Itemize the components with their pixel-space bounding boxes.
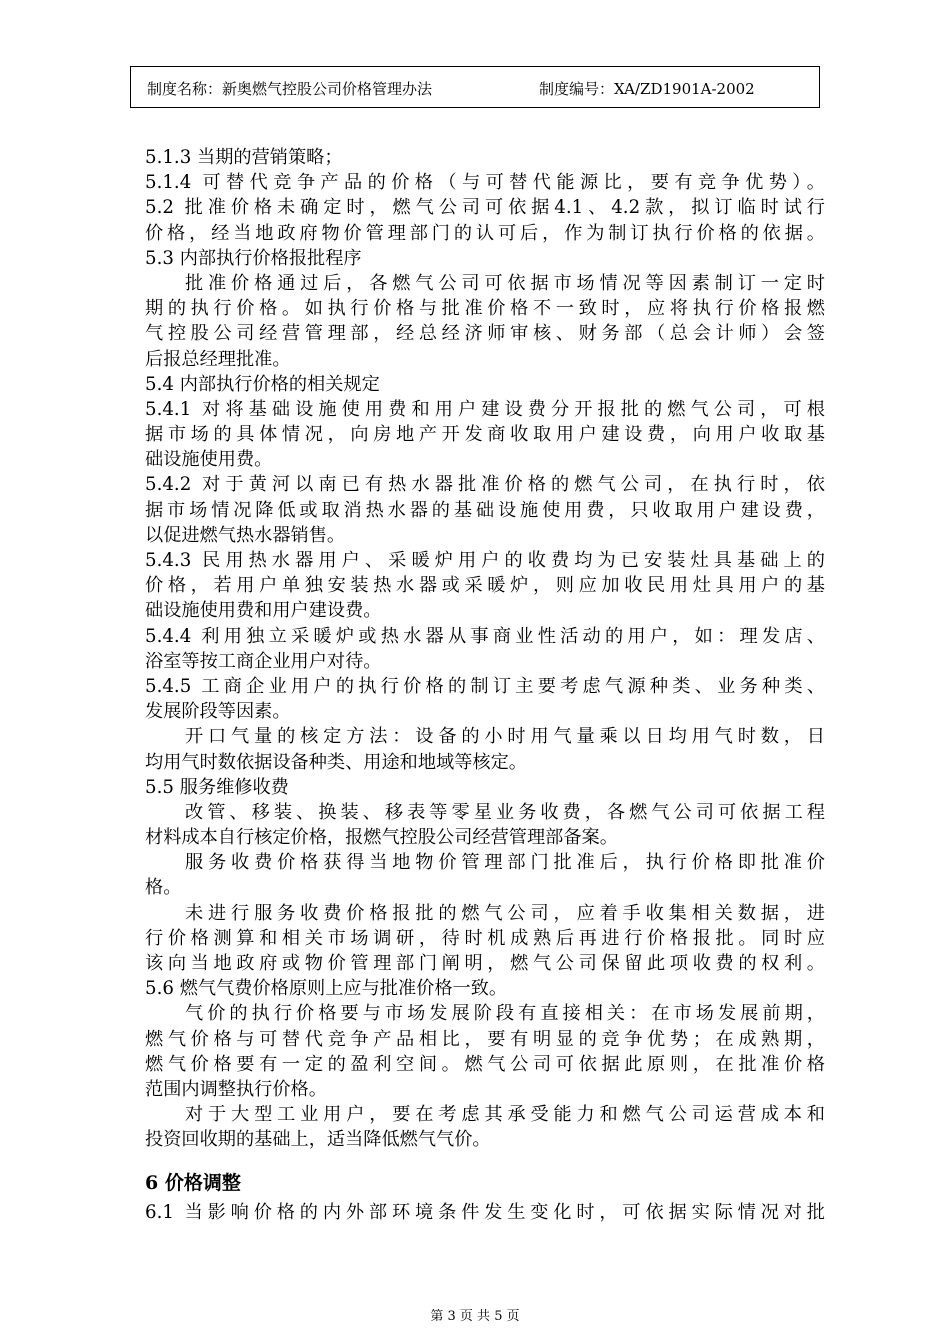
text-line: 据市场情况降低或取消热水器的基础设施使用费，只收取用户建设费，: [145, 499, 825, 521]
text-line: 格。: [145, 877, 182, 899]
text-line: 未进行服务收费价格报批的燃气公司，应着手收集相关数据，进: [185, 902, 825, 924]
text-line: 5.4 内部执行价格的相关规定: [145, 373, 380, 395]
text-line: 5.4.5 工商企业用户的执行价格的制订主要考虑气源种类、业务种类、: [145, 675, 825, 697]
text-line: 期的执行价格。如执行价格与批准价格不一致时，应将执行价格报燃: [145, 298, 825, 320]
text-line: 发展阶段等因素。: [145, 701, 291, 723]
text-line: 开口气量的核定方法：设备的小时用气量乘以日均用气时数，日: [185, 726, 825, 748]
text-line: 范围内调整执行价格。: [145, 1078, 327, 1100]
text-line: 础设施使用费。: [145, 449, 273, 471]
text-line: 据市场的具体情况，向房地产开发商收取用户建设费，向用户收取基: [145, 424, 825, 446]
text-line: 对于大型工业用户，要在考虑其承受能力和燃气公司运营成本和: [185, 1104, 825, 1126]
document-body: [145, 145, 825, 1225]
section-6-heading: 6 价格调整: [145, 1171, 241, 1194]
section-6-text: [145, 1200, 825, 1225]
text-line: 批准价格通过后，各燃气公司可依据市场情况等因素制订一定时: [185, 272, 825, 294]
text-line: 均用气时数依据设备种类、用途和地域等核定。: [145, 751, 527, 773]
regulation-code: 制度编号：XA/ZD1901A-2002: [539, 80, 755, 98]
text-line: 5.4.1 对将基础设施使用费和用户建设费分开报批的燃气公司，可根: [145, 398, 825, 420]
text-line: 后报总经理批准。: [145, 348, 291, 370]
text-line: 5.4.2 对于黄河以南已有热水器批准价格的燃气公司，在执行时，依: [145, 474, 825, 496]
text-line: 该向当地政府或物价管理部门阐明，燃气公司保留此项收费的权利。: [145, 953, 825, 974]
text-line: 浴室等按工商企业用户对待。: [145, 650, 382, 672]
document-header-box: [130, 66, 820, 108]
text-line: 气控股公司经营管理部，经总经济师审核、财务部（总会计师）会签: [145, 323, 825, 345]
text-line: 5.1.4 可替代竞争产品的价格（与可替代能源比，要有竞争优势）。: [145, 172, 825, 194]
text-line: 行价格测算和相关市场调研，待时机成熟后再进行价格报批。同时应: [145, 927, 825, 949]
regulation-name: 制度名称：新奥燃气控股公司价格管理办法: [147, 80, 433, 98]
text-line: 价格，若用户单独安装热水器或采暖炉，则应加收民用灶具用户的基: [145, 575, 825, 597]
text-line: 投资回收期的基础上，适当降低燃气气价。: [145, 1129, 491, 1151]
text-line: 5.1.3 当期的营销策略；: [145, 147, 343, 168]
text-line: 服务收费价格获得当地物价管理部门批准后，执行价格即批准价: [185, 852, 825, 874]
text-line: 以促进燃气热水器销售。: [145, 524, 346, 546]
text-line: 5.2 批准价格未确定时，燃气公司可依据4.1、4.2款，拟订临时试行: [145, 197, 825, 219]
page-number: 第 3 页 共 5 页: [430, 1309, 520, 1324]
text-line: 础设施使用费和用户建设费。: [145, 600, 382, 622]
text-line: 燃气价格要有一定的盈利空间。燃气公司可依据此原则，在批准价格: [145, 1053, 825, 1075]
text-line: 5.4.3 民用热水器用户、采暖炉用户的收费均为已安装灶具基础上的: [145, 550, 825, 571]
text-line: 6.1 当影响价格的内外部环境条件发生变化时，可依据实际情况对批: [145, 1201, 825, 1223]
text-line: 5.4.4 利用独立采暖炉或热水器从事商业性活动的用户，如：理发店、: [145, 625, 825, 647]
text-line: 5.5 服务维修收费: [145, 776, 289, 798]
text-line: 气价的执行价格要与市场发展阶段有直接相关：在市场发展前期，: [185, 1003, 825, 1025]
text-line: 材料成本自行核定价格，报燃气控股公司经营管理部备案。: [145, 827, 618, 849]
text-line: 改管、移装、换装、移表等零星业务收费，各燃气公司可依据工程: [185, 801, 825, 823]
text-line: 5.6 燃气气费价格原则上应与批准价格一致。: [145, 978, 508, 1000]
text-line: 燃气价格与可替代竞争产品相比，要有明显的竞争优势；在成熟期，: [145, 1028, 825, 1050]
text-line: 价格，经当地政府物价管理部门的认可后，作为制订执行价格的依据。: [145, 222, 825, 244]
section-5-text: [145, 145, 825, 1153]
text-line: 5.3 内部执行价格报批程序: [145, 247, 362, 269]
